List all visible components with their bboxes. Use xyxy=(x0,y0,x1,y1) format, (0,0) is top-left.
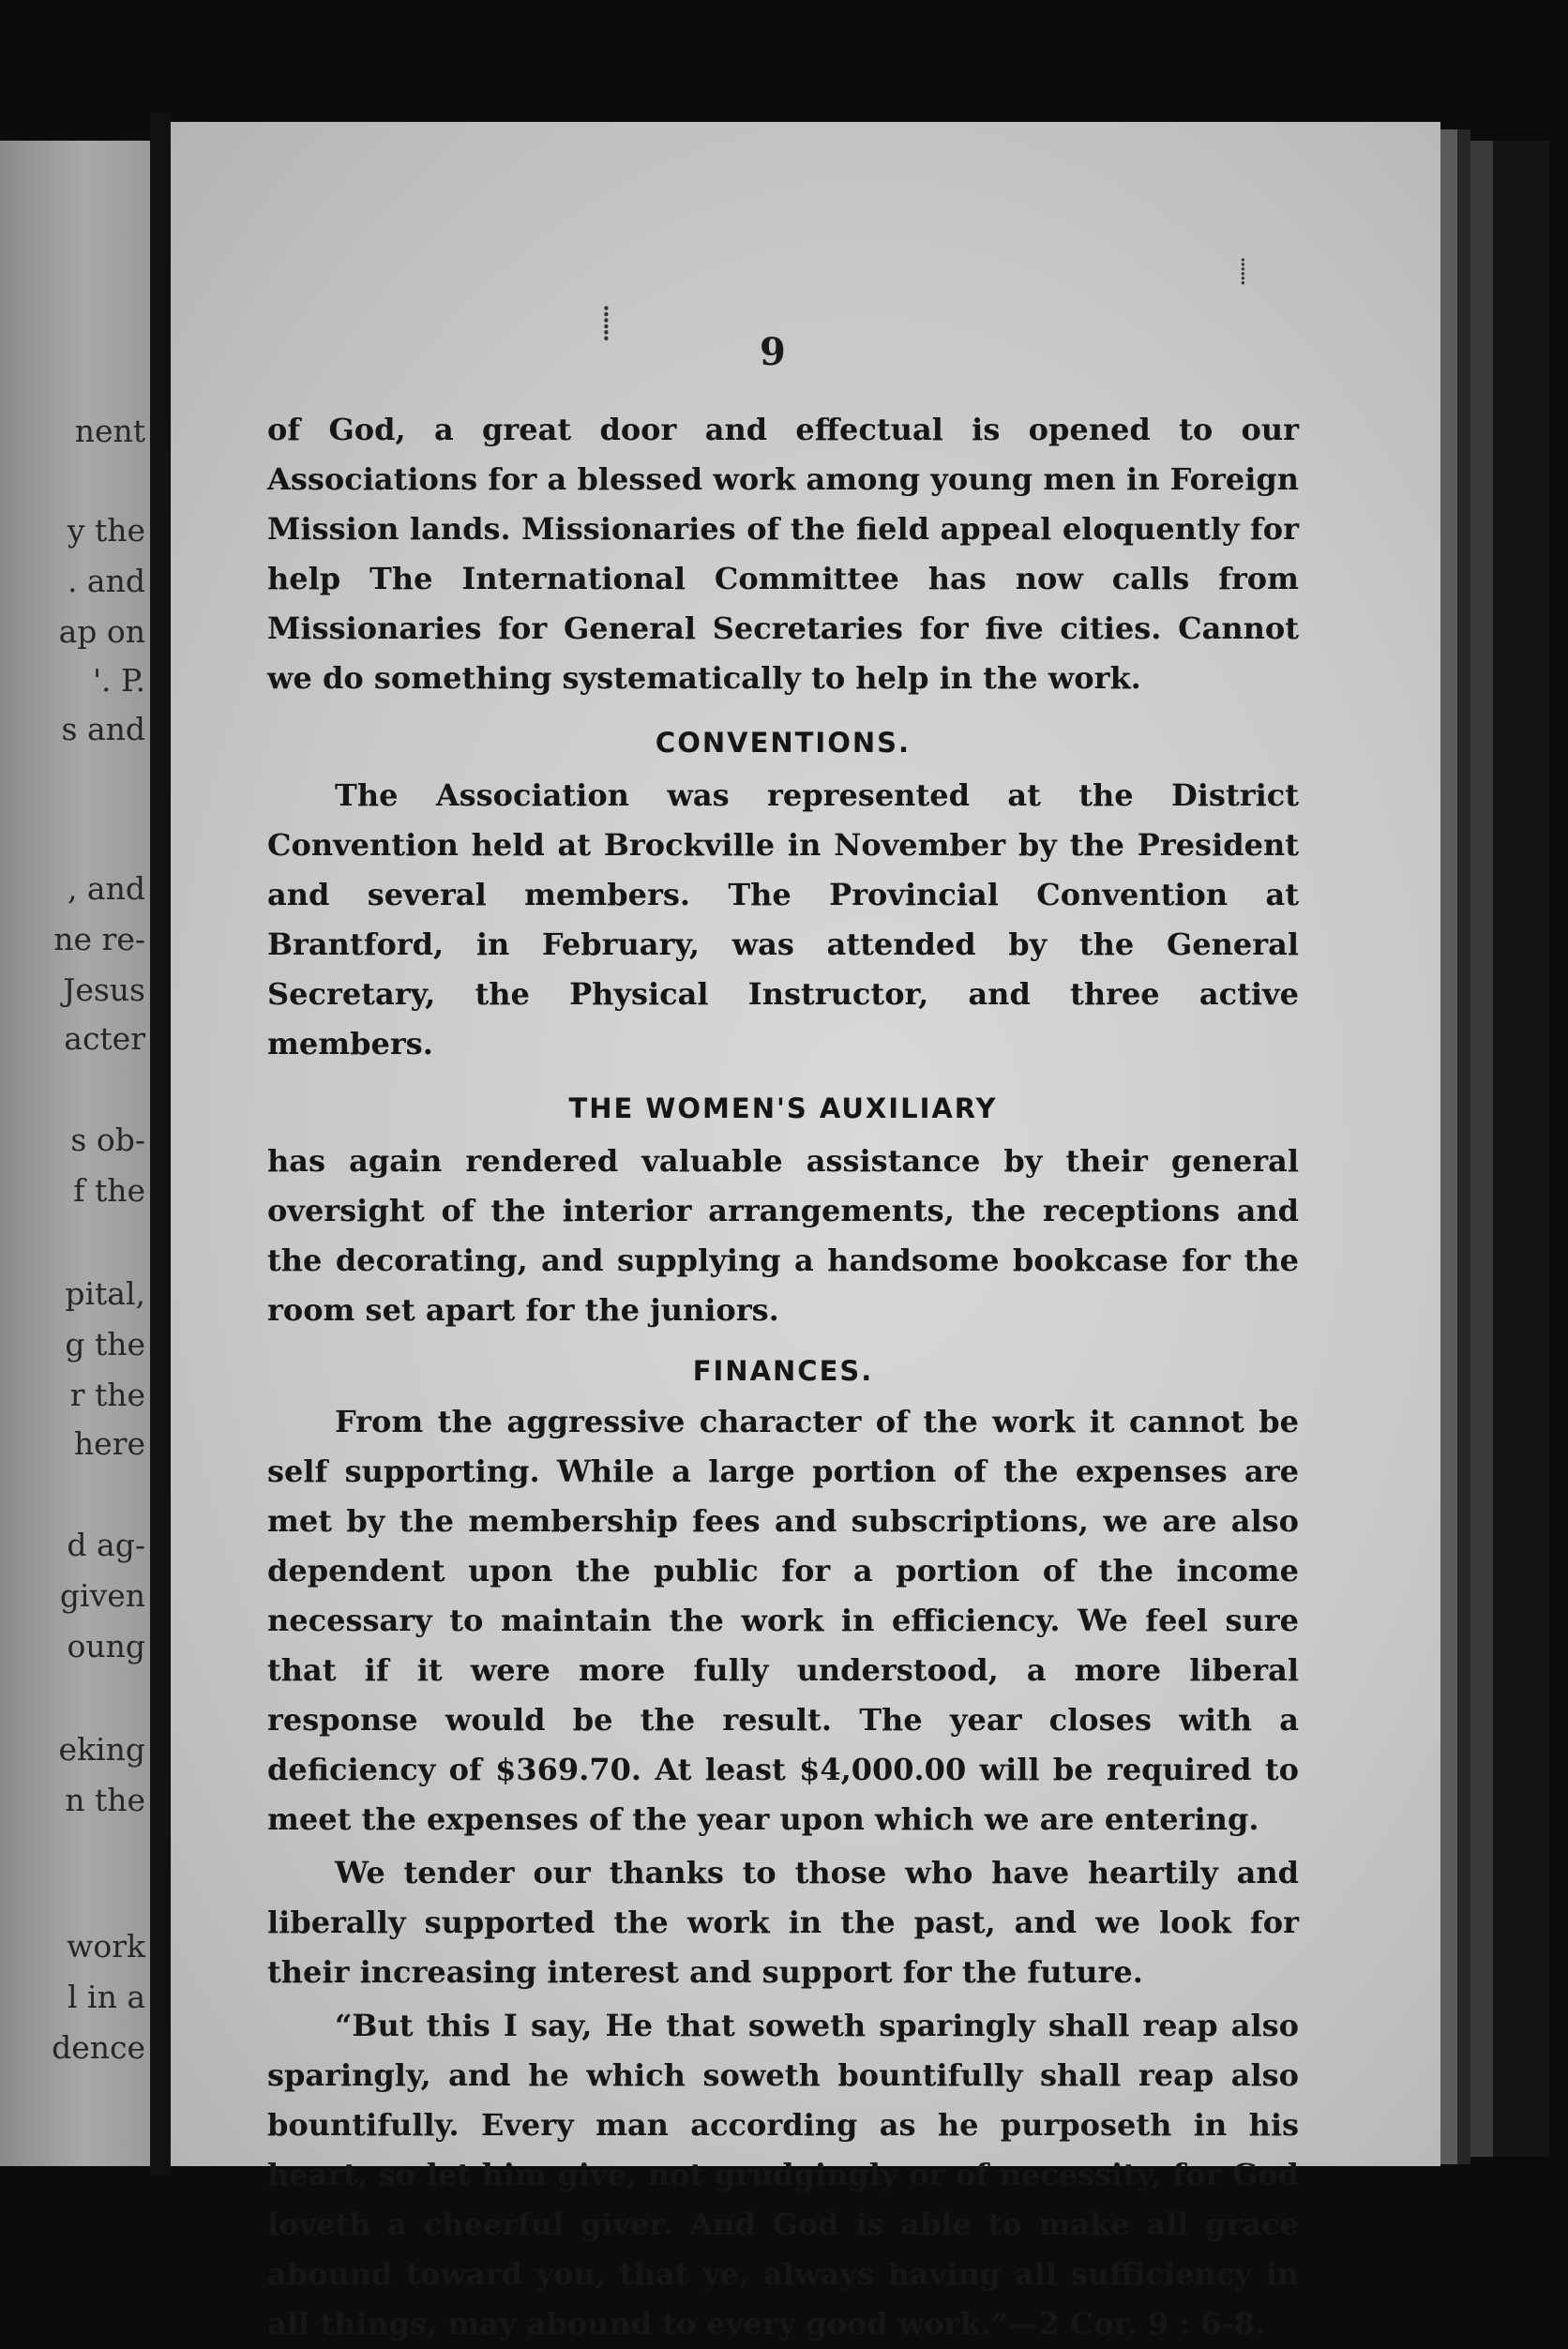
book-gutter xyxy=(150,113,171,2176)
left-page-fragment: pital, xyxy=(65,1275,145,1312)
left-page-fragment: given xyxy=(59,1577,145,1614)
left-page-fragment: y the xyxy=(67,512,145,549)
left-page-fragment: work xyxy=(67,1928,145,1965)
left-page-fragment: Jesus xyxy=(63,971,145,1008)
left-page-fragment: dence xyxy=(52,2029,145,2066)
left-page-fragment: d ag- xyxy=(67,1527,145,1563)
left-page-fragment: acter xyxy=(64,1020,145,1057)
left-page-fragment: s and xyxy=(61,711,145,747)
left-page-fragment: ap on xyxy=(58,613,145,650)
stray-ink-mark: ⸽ xyxy=(1240,258,1246,286)
left-page-fragment: f the xyxy=(73,1172,145,1209)
thanks-paragraph: We tender our thanks to those who have heartily and liberally supported the work in the past, and we look for their increasing interest and support for the future. xyxy=(267,1855,1299,1990)
left-page-fragment: l in a xyxy=(67,1979,145,2015)
left-page-fragment: s ob- xyxy=(70,1122,145,1158)
binding-edge xyxy=(1457,129,1470,2164)
left-page-fragment: , and xyxy=(67,870,145,907)
womens-auxiliary-paragraph: has again rendered valuable assistance by their general oversight of the interior arrangements, the receptions and the decorating, and supplying a handsome bookcase for the room set apart for the juniors. xyxy=(267,1143,1299,1328)
previous-page-edge xyxy=(0,141,155,2166)
womens-auxiliary-heading: THE WOMEN'S AUXILIARY xyxy=(568,1092,998,1124)
scripture-quote-paragraph: “But this I say, He that soweth sparingly shall reap also sparingly, and he which soweth bountifully shall reap also bountifully. Every man according as he purposeth in his heart, so let him give, not grudgingly or of necessity, for God loveth a cheerful giver. And God is able to make all grace abound toward you, that ye, always having all sufficiency in all things, may abound to every good work.”—2 Cor. 9 : 6-8. xyxy=(267,2008,1299,2341)
left-page-fragment: g the xyxy=(65,1326,145,1363)
left-page-fragment: n the xyxy=(65,1782,145,1818)
intro-paragraph: of God, a great door and effectual is opened to our Associations for a blessed work among young men in Foreign Mission lands. Missionaries of the field appeal eloquently for help The International Committee has now calls from Missionaries for General Secretaries for five cities. Cannot we do something systematically to help in the work. xyxy=(267,412,1299,696)
left-page-fragment: r the xyxy=(69,1377,145,1413)
left-page-fragment: '. P. xyxy=(92,662,145,699)
conventions-paragraph: The Association was represented at the District Convention held at Brockville in November by the President and several members. The Provincial Convention at Brantford, in February, was attended by the General Secretary, the Physical Instructor, and three active members. xyxy=(267,777,1299,1062)
page-body xyxy=(267,405,1299,2349)
book-page xyxy=(171,122,1440,2341)
binding-edge xyxy=(1470,141,1493,2157)
left-page-fragment: . and xyxy=(67,563,145,599)
conventions-heading: CONVENTIONS. xyxy=(655,727,912,759)
left-page-fragment: oung xyxy=(67,1628,145,1664)
stray-ink-mark: ⸽ xyxy=(602,305,611,342)
finances-heading: FINANCES. xyxy=(692,1355,874,1387)
binding-edge xyxy=(1440,129,1457,2164)
binding-edge xyxy=(1493,141,1549,2157)
finances-paragraph: From the aggressive character of the work it cannot be self supporting. While a large portion of the expenses are met by the membership fees and subscriptions, we are also dependent upon the public for a portion of the income necessary to maintain the work in efficiency. We feel sure that if it were more fully understood, a more liberal response would be the result. The year closes with a deficiency of $369.70. At least $4,000.00 will be required to meet the expenses of the year upon which we are entering. xyxy=(267,1404,1299,1837)
left-page-fragment: eking xyxy=(58,1731,145,1768)
left-page-fragment: here xyxy=(73,1425,145,1462)
page-number: 9 xyxy=(760,330,786,374)
left-page-fragment: ne re- xyxy=(53,921,145,957)
left-page-fragment: nent xyxy=(74,413,145,449)
